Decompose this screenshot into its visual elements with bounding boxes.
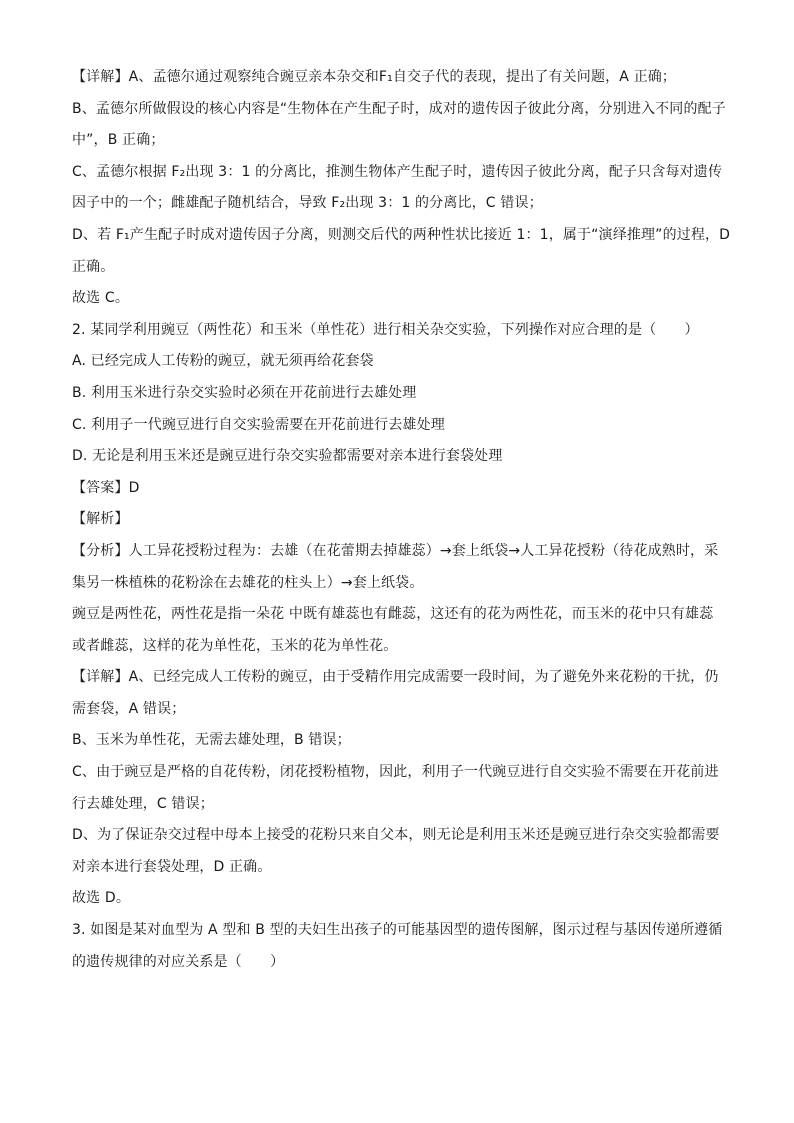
detail-option-c-line2: 因子中的一个；雌雄配子随机结合，导致 F₂出现 3：1 的分离比，C 错误； [72, 195, 543, 212]
question-3-stem-line2: 的遗传规律的对应关系是（ ） [72, 953, 285, 970]
detail-option-c-line1: C、孟德尔根据 F₂出现 3：1 的分离比，推测生物体产生配子时，遗传因子彼此分离，配子只含每对遗传 [72, 163, 723, 180]
question-2-stem: 2. 某同学利用豌豆（两性花）和玉米（单性花）进行相关杂交实验，下列操作对应合理的是（ ） [72, 321, 699, 338]
question-2-option-d: D. 无论是利用玉米还是豌豆进行杂交实验都需要对亲本进行套袋处理 [72, 448, 503, 465]
detail-2-option-c-line1: C、由于豌豆是严格的自花传粉，闭花授粉植物，因此，利用子一代豌豆进行自交实验不需要在开花前进 [72, 764, 719, 781]
detail-option-b-line2: 中”，B 正确； [72, 132, 165, 149]
detail-2-option-a-line2: 需套袋，A 错误； [72, 700, 186, 717]
analysis-line-4: 或者雌蕊，这样的花为单性花，玉米的花为单性花。 [72, 637, 398, 654]
question-3-stem-line1: 3. 如图是某对血型为 A 型和 B 型的夫妇生出孩子的可能基因型的遗传图解，图示过程与基因传递所遵循 [72, 922, 723, 939]
question-2-analysis-title: 【解析】 [72, 511, 129, 528]
question-2-option-b: B. 利用玉米进行杂交实验时必须在开花前进行去雄处理 [72, 384, 417, 401]
choice-statement-1: 故选 C。 [72, 290, 129, 307]
analysis-line-3: 豌豆是两性花，两性花是指一朵花 中既有雄蕊也有雌蕊，这还有的花为两性花，而玉米的花中只有雄蕊 [72, 606, 714, 623]
detail-option-d-line2: 正确。 [72, 258, 115, 275]
detail-2-option-b: B、玉米为单性花，无需去雄处理，B 错误； [72, 732, 351, 749]
detail-2-option-d-line2: 对亲本进行套袋处理，D 正确。 [72, 858, 272, 875]
detail-2-option-c-line2: 行去雄处理，C 错误； [72, 795, 214, 812]
detail-option-b-line1: B、孟德尔所做假设的核心内容是“生物体在产生配子时，成对的遗传因子彼此分离，分别进入不同的配子 [72, 100, 726, 117]
detail-2-option-a-line1: 【详解】A、已经完成人工传粉的豌豆，由于受精作用完成需要一段时间，为了避免外来花粉的干扰，仍 [72, 669, 719, 686]
question-2-answer: 【答案】D [72, 479, 140, 496]
analysis-line-1: 【分析】人工异花授粉过程为：去雄（在花蕾期去掉雄蕊）→套上纸袋→人工异花授粉（待花成熟时，采 [72, 542, 719, 559]
document-body [72, 62, 732, 978]
detail-option-a: 【详解】A、孟德尔通过观察纯合豌豆亲本杂交和F₁自交子代的表现，提出了有关问题，A 正确； [72, 69, 677, 85]
detail-2-option-d-line1: D、为了保证杂交过程中母本上接受的花粉只来自父本，则无论是利用玉米还是豌豆进行杂交实验都需要 [72, 827, 720, 844]
question-2-option-a: A. 已经完成人工传粉的豌豆，就无须再给花套袋 [72, 353, 374, 370]
question-2-option-c: C. 利用子一代豌豆进行自交实验需要在开花前进行去雄处理 [72, 416, 445, 433]
analysis-line-2: 集另一株植株的花粉涂在去雄花的柱头上）→套上纸袋。 [72, 574, 424, 591]
choice-statement-2: 故选 D。 [72, 890, 130, 907]
detail-option-d-line1: D、若 F₁产生配子时成对遗传因子分离，则测交后代的两种性状比接近 1：1，属于“演绎推理”的过程，D [72, 226, 731, 243]
